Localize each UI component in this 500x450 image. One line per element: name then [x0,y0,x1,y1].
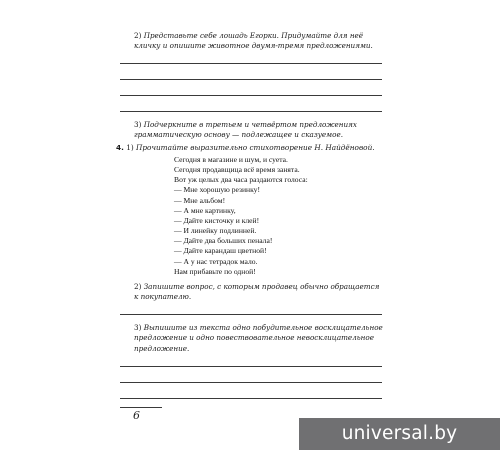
task-4-header [116,143,386,153]
task-4-number: 4. [116,143,124,152]
poem-line: — Мне альбом! [174,195,226,205]
task-4-3-number: 3) [134,323,142,332]
poem-line: — И линейку подлинней. [174,226,257,236]
answer-line [120,95,382,96]
poem-line: Нам прибавьте по одной! [174,266,256,276]
task-4-3-text: Выпишите из текста одно побудительное восклицательное предложение и одно повествовательное невосклицательное предложение. [134,323,383,353]
answer-line [120,398,382,399]
answer-line [120,63,382,64]
poem-line: Сегодня в магазине и шум, и суета. [174,155,288,164]
answer-line [120,366,382,367]
task-4-1-text: Прочитайте выразительно стихотворение Н. Найдёновой. [136,143,375,152]
task-4-1-number: 1) [126,143,134,152]
poem-line: — Дайте кисточку и клей! [174,215,260,225]
watermark: universal.by [299,418,500,450]
task-3-text: Подчеркните в третьем и четвёртом предложениях грамматическую основу — подлежащее и сказуемое. [134,120,357,140]
task-4-2 [134,282,384,303]
answer-line [120,382,382,383]
poem [174,155,308,277]
task-4-2-text: Запишите вопрос, с которым продавец обычно обращается к покупателю. [134,282,380,302]
answer-line [120,111,382,112]
poem-line: — Дайте карандаш цветной! [174,246,267,256]
task-4-3 [134,323,384,354]
page-number: 6 [133,409,140,422]
page-number-rule [120,407,162,408]
task-3 [134,120,384,141]
poem-line: — А у нас тетрадок мало. [174,256,258,266]
task-3-number: 3) [134,120,142,129]
task-4-2-number: 2) [134,282,142,291]
poem-line: — А мне картинку, [174,205,236,215]
poem-line: — Мне хорошую резинку! [174,185,260,195]
task-2 [134,31,384,52]
task-2-number: 2) [134,31,142,40]
poem-line: — Дайте два больших пенала! [174,236,273,246]
poem-line: Вот уж целых два часа раздаются голоса: [174,175,308,185]
answer-line [120,314,382,315]
poem-line: Сегодня продавщица всё время занята. [174,165,300,175]
answer-line [120,79,382,80]
task-2-text: Представьте себе лошадь Егорки. Придумайте для неё кличку и опишите животное двумя-тремя предложениями. [134,31,373,51]
